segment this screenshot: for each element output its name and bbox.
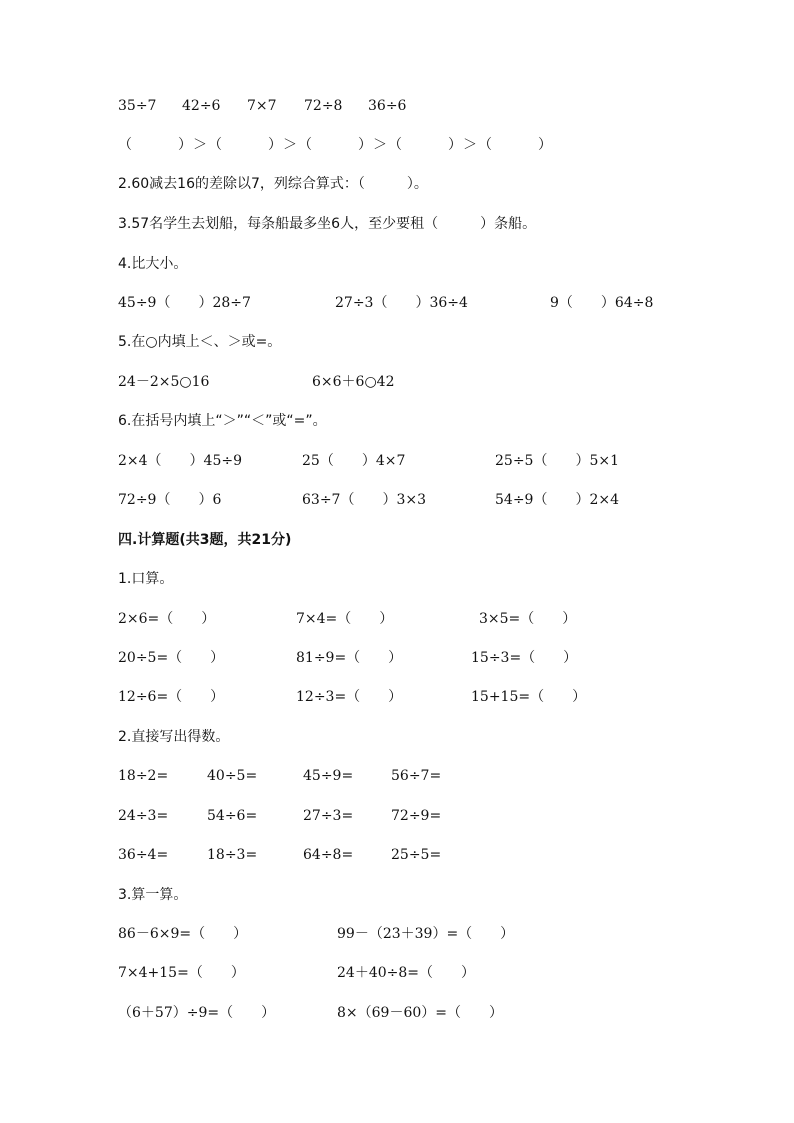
question-3-text: 3.57名学生去划船，每条船最多坐6人，至少要租（ ）条船。 xyxy=(118,216,537,232)
oral-calc-item: 3×5=（ ） xyxy=(479,611,577,627)
direct-calc-item: 64÷8= xyxy=(303,847,354,863)
direct-calc-item: 24÷3= xyxy=(118,808,169,824)
section-4-title xyxy=(0,529,292,551)
calc-item: 7×4+15=（ ） xyxy=(118,965,245,981)
problem-1-row-2 xyxy=(0,647,578,669)
calc-item: （6＋57）÷9=（ ） xyxy=(118,1005,276,1021)
problem-3-title xyxy=(0,884,188,906)
direct-calc-item: 27÷3= xyxy=(303,808,354,824)
question-4-title-text: 4.比大小。 xyxy=(118,256,188,272)
section-4-title-text: 四.计算题(共3题，共21分) xyxy=(118,532,292,548)
direct-calc-item: 25÷5= xyxy=(391,847,442,863)
compare-item: 9（ ）64÷8 xyxy=(550,295,654,311)
compare-item: 25÷5（ ）5×1 xyxy=(495,453,619,469)
prev-question-expressions xyxy=(0,95,407,117)
question-4-items xyxy=(0,292,654,314)
calc-item: 86－6×9=（ ） xyxy=(118,926,248,942)
compare-item: 24－2×5○16 xyxy=(118,374,210,390)
question-6-row-2 xyxy=(0,489,619,511)
compare-item: 45÷9（ ）28÷7 xyxy=(118,295,251,311)
problem-1-title xyxy=(0,568,174,590)
compare-item: 27÷3（ ）36÷4 xyxy=(335,295,468,311)
problem-1-title-text: 1.口算。 xyxy=(118,571,174,587)
expression: 35÷7 xyxy=(118,98,157,114)
oral-calc-item: 81÷9=（ ） xyxy=(296,650,403,666)
direct-calc-item: 72÷9= xyxy=(391,808,442,824)
problem-2-row-2 xyxy=(0,805,442,827)
question-3 xyxy=(0,213,537,235)
order-blanks: （ ）＞（ ）＞（ ）＞（ ）＞（ ） xyxy=(118,137,553,153)
problem-3-row-3 xyxy=(0,1002,503,1024)
question-6-title-text: 6.在括号内填上“＞”“＜”或“=”。 xyxy=(118,413,327,429)
question-2 xyxy=(0,173,428,195)
compare-item: 2×4（ ）45÷9 xyxy=(118,453,242,469)
calc-item: 24＋40÷8=（ ） xyxy=(337,965,475,981)
oral-calc-item: 7×4=（ ） xyxy=(296,611,394,627)
oral-calc-item: 20÷5=（ ） xyxy=(118,650,225,666)
direct-calc-item: 45÷9= xyxy=(303,768,354,784)
oral-calc-item: 2×6=（ ） xyxy=(118,611,216,627)
oral-calc-item: 12÷6=（ ） xyxy=(118,689,225,705)
expression: 42÷6 xyxy=(182,98,221,114)
direct-calc-item: 54÷6= xyxy=(207,808,258,824)
question-5-title-text: 5.在○内填上＜、＞或=。 xyxy=(118,334,282,350)
problem-1-row-3 xyxy=(0,686,587,708)
calc-item: 99－（23＋39）=（ ） xyxy=(337,926,515,942)
question-5-title xyxy=(0,331,282,353)
expression: 7×7 xyxy=(247,98,277,114)
compare-item: 63÷7（ ）3×3 xyxy=(302,492,426,508)
direct-calc-item: 56÷7= xyxy=(391,768,442,784)
oral-calc-item: 15+15=（ ） xyxy=(471,689,587,705)
expression: 72÷8 xyxy=(304,98,343,114)
problem-3-title-text: 3.算一算。 xyxy=(118,887,188,903)
question-5-items xyxy=(0,371,395,393)
direct-calc-item: 18÷3= xyxy=(207,847,258,863)
compare-item: 25（ ）4×7 xyxy=(302,453,406,469)
oral-calc-item: 12÷3=（ ） xyxy=(296,689,403,705)
problem-2-title-text: 2.直接写出得数。 xyxy=(118,729,230,745)
problem-3-row-2 xyxy=(0,962,475,984)
direct-calc-item: 36÷4= xyxy=(118,847,169,863)
direct-calc-item: 18÷2= xyxy=(118,768,169,784)
problem-2-row-3 xyxy=(0,844,442,866)
expression: 36÷6 xyxy=(368,98,407,114)
compare-item: 6×6＋6○42 xyxy=(312,374,395,390)
question-6-row-1 xyxy=(0,450,619,472)
oral-calc-item: 15÷3=（ ） xyxy=(471,650,578,666)
problem-2-row-1 xyxy=(0,765,442,787)
calc-item: 8×（69－60）=（ ） xyxy=(337,1005,503,1021)
problem-1-row-1 xyxy=(0,608,577,630)
problem-2-title xyxy=(0,726,230,748)
question-4-title xyxy=(0,253,188,275)
problem-3-row-1 xyxy=(0,923,515,945)
prev-question-blanks xyxy=(0,134,553,156)
direct-calc-item: 40÷5= xyxy=(207,768,258,784)
question-6-title xyxy=(0,410,327,432)
compare-item: 54÷9（ ）2×4 xyxy=(495,492,619,508)
question-2-text: 2.60减去16的差除以7，列综合算式：（ ）。 xyxy=(118,176,428,192)
compare-item: 72÷9（ ）6 xyxy=(118,492,222,508)
